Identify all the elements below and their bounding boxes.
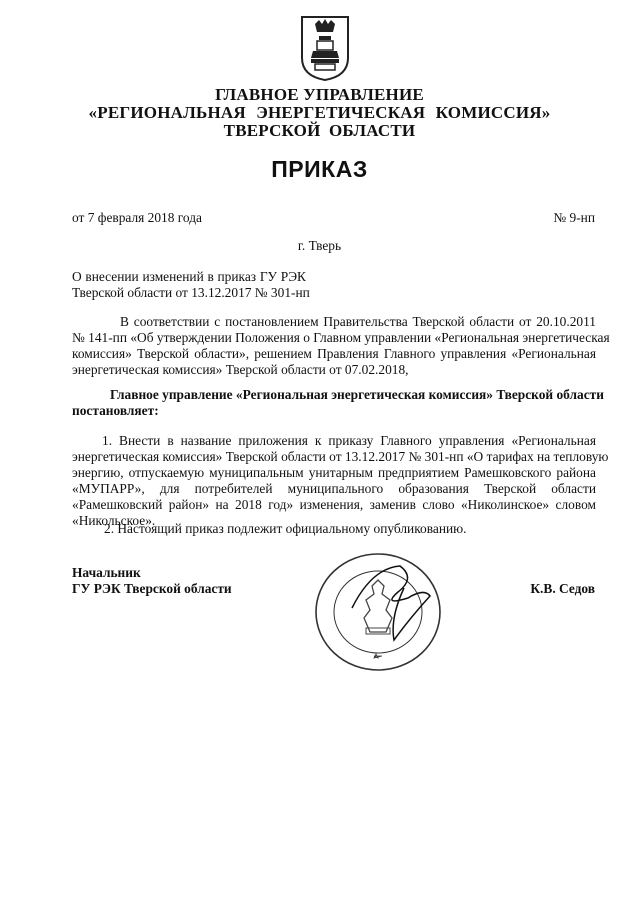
official-stamp — [312, 548, 448, 674]
document-city: г. Тверь — [297, 238, 342, 253]
decree-line-2: постановляет: — [72, 403, 159, 418]
preamble-line-4: энергетическая комиссия» Тверской области от 07.02.2018, — [72, 362, 409, 377]
subject-line-2: Тверской области от 13.12.2017 № 301-нп — [72, 285, 310, 300]
item2-line: 2. Настоящий приказ подлежит официальному опубликованию. — [104, 521, 467, 536]
coat-of-arms-emblem — [299, 14, 351, 82]
item1-line-3: энергию, отпускаемую муниципальным унитарным предприятием Рамешковского района — [72, 465, 596, 480]
header-line-3: ТВЕРСКОЙ ОБЛАСТИ — [223, 121, 416, 140]
document-title: ПРИКАЗ — [271, 156, 368, 182]
signatory-position-line-2: ГУ РЭК Тверской области — [72, 581, 232, 596]
document-date: от 7 февраля 2018 года — [72, 210, 203, 225]
item1-line-4: «МУПАРР», для потребителей муниципального образования Тверской области — [72, 481, 596, 496]
subject-line-1: О внесении изменений в приказ ГУ РЭК — [72, 269, 306, 284]
document-number: № 9-нп — [553, 210, 595, 225]
preamble-line-1: В соответствии с постановлением Правительства Тверской области от 20.10.2011 — [120, 314, 596, 329]
decree-line-1: Главное управление «Региональная энергетическая комиссия» Тверской области — [110, 387, 604, 402]
item1-line-5: «Рамешковский район» на 2018 год» изменения, заменив слово «Николинское» словом — [72, 497, 596, 512]
header-line-1: ГЛАВНОЕ УПРАВЛЕНИЕ — [215, 85, 424, 104]
header-line-2: «РЕГИОНАЛЬНАЯ ЭНЕРГЕТИЧЕСКАЯ КОМИССИЯ» — [88, 103, 551, 122]
preamble-line-3: комиссия» Тверской области», решением Правления Главного управления «Региональная — [72, 346, 596, 361]
item1-line-2: энергетическая комиссия» Тверской области от 13.12.2017 № 301-нп «О тарифах на тепловую — [72, 449, 609, 464]
item1-line-1: 1. Внести в название приложения к приказу Главного управления «Региональная — [102, 433, 596, 448]
signatory-position-line-1: Начальник — [72, 565, 141, 580]
preamble-line-2: № 141-пп «Об утверждении Положения о Главном управлении «Региональная энергетическая — [72, 330, 610, 345]
signatory-name: К.В. Седов — [530, 581, 595, 596]
item1-line-6: «Никольское». — [72, 513, 156, 528]
